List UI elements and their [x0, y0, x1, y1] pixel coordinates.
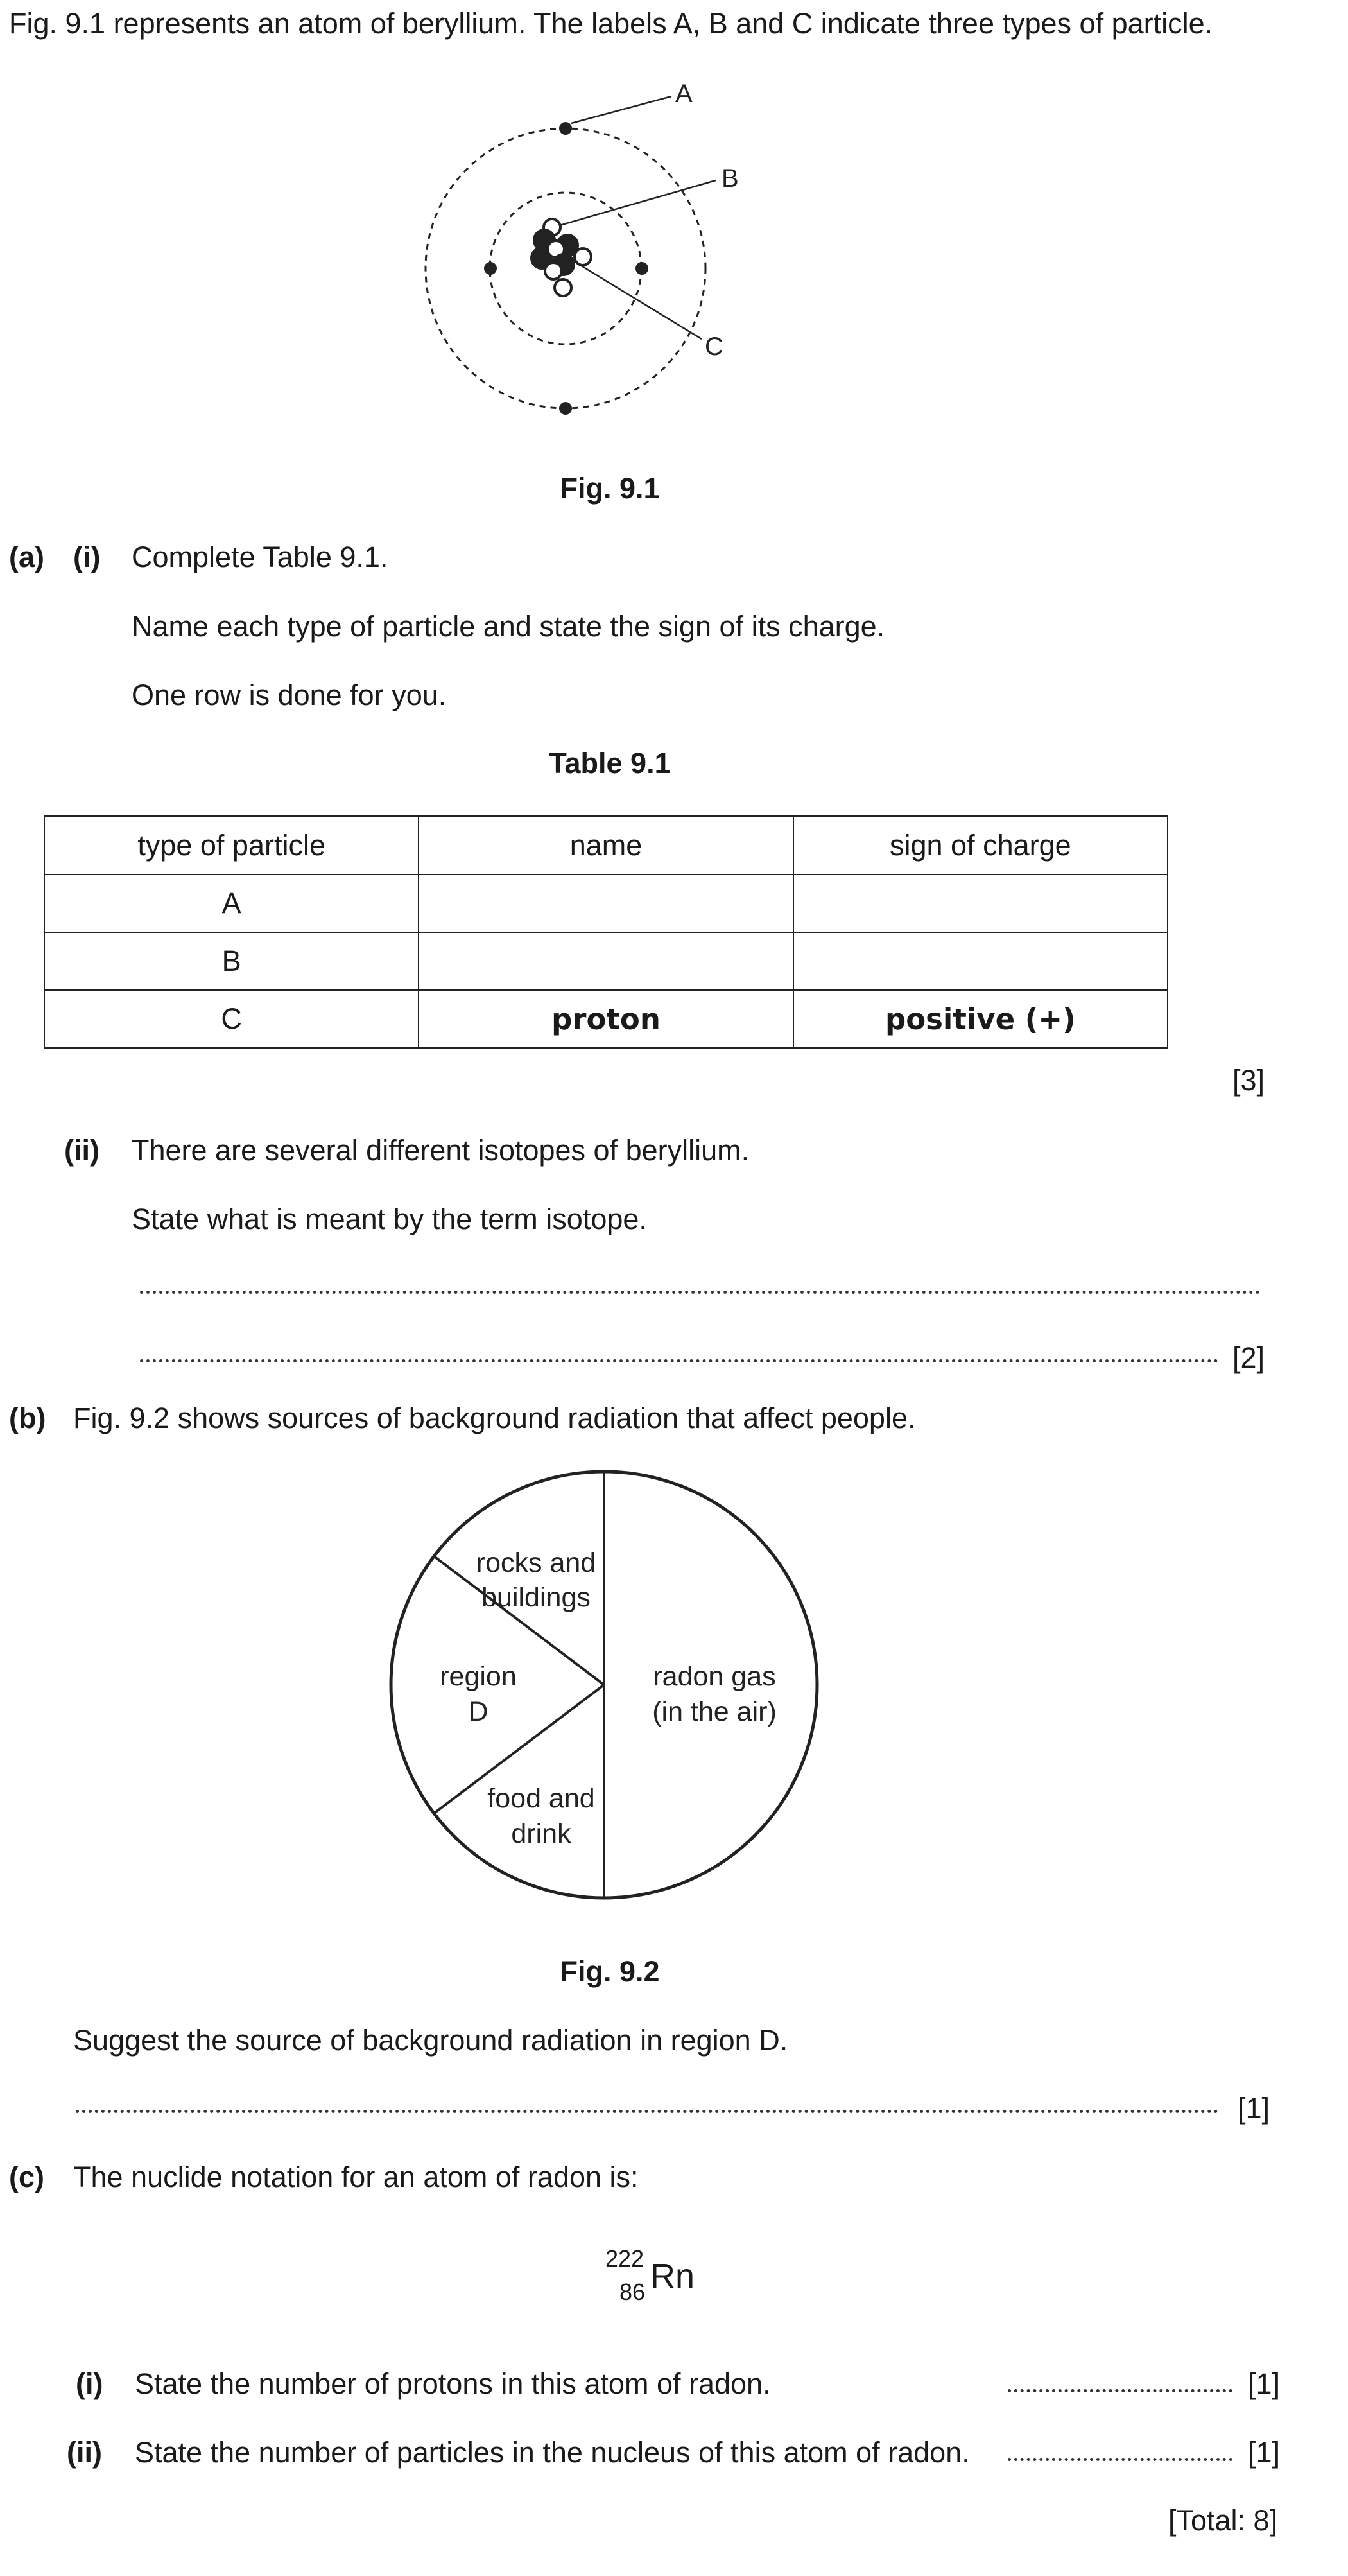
particle-table	[44, 815, 1168, 1049]
part-c-label: (c)	[9, 2161, 44, 2193]
part-b-question: Suggest the source of background radiation in region D.	[73, 2024, 788, 2057]
cell-charge-input[interactable]	[793, 932, 1168, 990]
cell-charge-input[interactable]	[793, 875, 1168, 932]
part-a-i-line1: Complete Table 9.1.	[132, 541, 388, 573]
fig1-caption: Fig. 9.1	[560, 472, 660, 505]
part-a-ii-line2: State what is meant by the term isotope.	[132, 1203, 647, 1235]
marks-b: [1]	[1238, 2092, 1270, 2125]
neutron	[545, 263, 562, 279]
segment-label-radon-line1: radon gas	[653, 1661, 776, 1692]
header-type: type of particle	[44, 817, 419, 875]
header-charge: sign of charge	[793, 817, 1168, 875]
marks-a-ii: [2]	[1232, 1341, 1265, 1374]
marks-a-i: [3]	[1232, 1064, 1265, 1097]
label-line-a	[571, 96, 671, 123]
part-c-i-text: State the number of protons in this atom of radon.	[135, 2367, 771, 2400]
header-name: name	[419, 817, 793, 875]
label-line-b	[560, 180, 716, 225]
segment-label-d-line1: region	[440, 1661, 517, 1692]
answer-line[interactable]	[140, 1291, 1260, 1294]
atom-diagram	[385, 64, 834, 449]
table-row	[44, 932, 1168, 990]
part-c-ii-text: State the number of particles in the nucleus of this atom of radon.	[135, 2436, 970, 2469]
part-b-intro: Fig. 9.2 shows sources of background radiation that affect people.	[73, 1402, 916, 1434]
segment-label-food-line2: drink	[511, 1818, 571, 1849]
fig2-caption: Fig. 9.2	[560, 1955, 660, 1988]
part-c-i-label: (i)	[76, 2367, 103, 2400]
mass-number: 222	[605, 2245, 644, 2272]
answer-line[interactable]	[76, 2110, 1218, 2113]
marks-c-ii: [1]	[1248, 2436, 1281, 2469]
part-a-i-line3: One row is done for you.	[132, 679, 447, 711]
segment-label-rocks-line2: buildings	[481, 1582, 591, 1613]
segment-label-rocks-line1: rocks and	[476, 1547, 596, 1578]
atomic-number: 86	[619, 2279, 646, 2305]
cell-name: proton	[419, 990, 793, 1048]
part-c-intro: The nuclide notation for an atom of radon is:	[73, 2161, 639, 2193]
segment-label-d-line2: D	[468, 1696, 488, 1727]
label-a: A	[675, 80, 693, 108]
part-c-ii-label: (ii)	[67, 2436, 102, 2469]
segment-label-food-line1: food and	[487, 1783, 595, 1814]
nucleus	[531, 219, 591, 296]
intro-text: Fig. 9.1 represents an atom of beryllium. The labels A, B and C indicate three types of particle.	[9, 7, 1213, 40]
answer-line[interactable]	[1008, 2389, 1232, 2392]
electron	[484, 262, 497, 275]
total-marks: [Total: 8]	[1168, 2504, 1278, 2537]
cell-name-input[interactable]	[419, 875, 793, 932]
segment-label-radon-line2: (in the air)	[652, 1696, 777, 1727]
part-a-label: (a)	[9, 541, 44, 573]
cell-charge: positive (+)	[793, 990, 1168, 1048]
answer-line[interactable]	[140, 1359, 1218, 1362]
electron	[559, 122, 572, 135]
table-row	[44, 875, 1168, 932]
label-line-c	[569, 258, 702, 339]
part-b-label: (b)	[9, 1402, 46, 1434]
table-header-row	[44, 817, 1168, 875]
cell-type: C	[44, 990, 419, 1048]
electron	[635, 262, 648, 275]
element-symbol: Rn	[650, 2257, 695, 2295]
part-a-ii-label: (ii)	[64, 1134, 99, 1167]
table-caption: Table 9.1	[549, 747, 671, 779]
label-b: B	[722, 164, 739, 193]
pie-chart	[372, 1458, 834, 1920]
table-row	[44, 990, 1168, 1048]
electron	[559, 402, 572, 415]
answer-line[interactable]	[1008, 2458, 1232, 2461]
part-a-i-label: (i)	[73, 541, 101, 573]
cell-type: A	[44, 875, 419, 932]
label-c: C	[705, 333, 723, 361]
nuclide-notation	[600, 2247, 729, 2318]
part-a-ii-line1: There are several different isotopes of beryllium.	[132, 1134, 750, 1167]
cell-name-input[interactable]	[419, 932, 793, 990]
marks-c-i: [1]	[1248, 2367, 1281, 2400]
part-a-i-line2: Name each type of particle and state the sign of its charge.	[132, 610, 885, 643]
neutron	[555, 279, 571, 296]
cell-type: B	[44, 932, 419, 990]
